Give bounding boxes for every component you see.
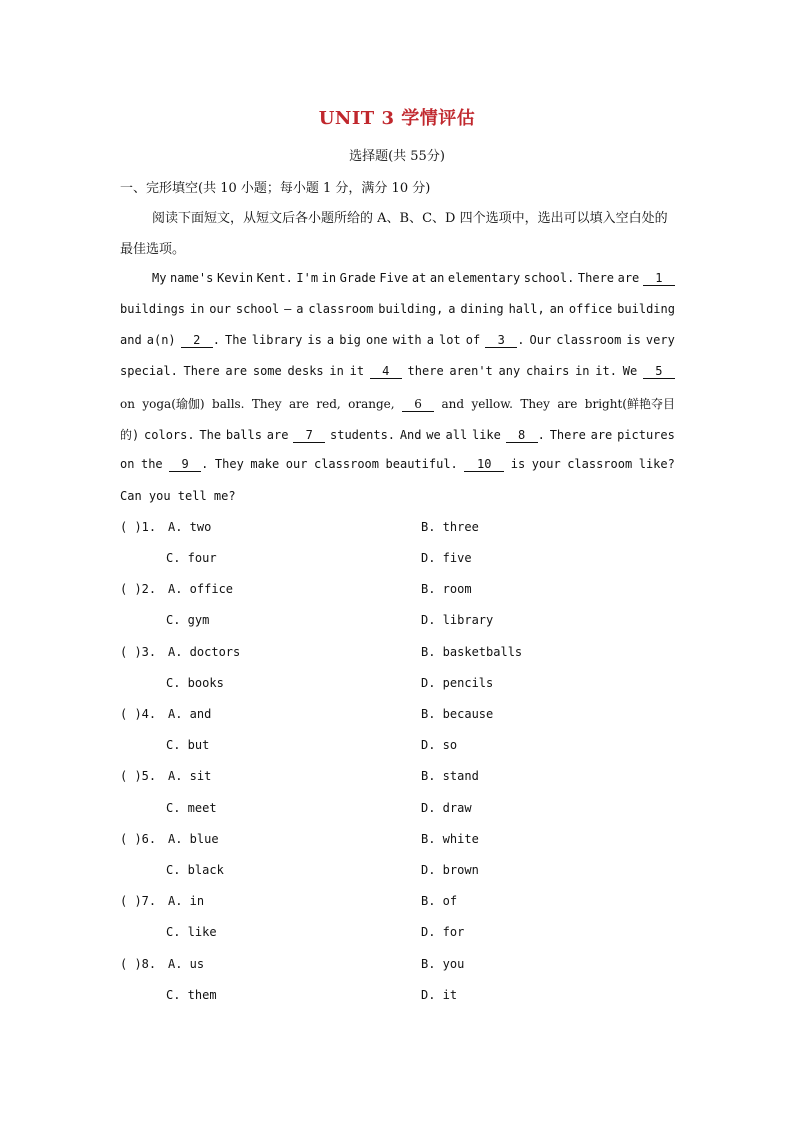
option-b[interactable]: B. white	[421, 832, 479, 846]
word: like	[471, 428, 501, 442]
option-c[interactable]: C. four	[166, 551, 217, 565]
blank-7[interactable]: 7	[293, 429, 325, 443]
option-d[interactable]: D. pencils	[421, 676, 494, 690]
option-a[interactable]: A. us	[168, 957, 205, 971]
option-c[interactable]: C. black	[166, 863, 224, 877]
word: it.	[595, 364, 617, 378]
word: yoga(瑜伽)	[142, 397, 205, 411]
word: are	[266, 428, 289, 442]
passage-line	[120, 426, 675, 446]
blank-6[interactable]: 6	[402, 398, 434, 412]
option-d[interactable]: D. brown	[421, 863, 479, 877]
blank-5[interactable]: 5	[643, 365, 675, 379]
word: colors.	[144, 428, 195, 442]
option-b[interactable]: B. basketballs	[421, 645, 523, 659]
word: There	[183, 364, 220, 378]
word: They	[214, 457, 244, 471]
word: your	[531, 457, 561, 471]
word: students.	[330, 428, 396, 442]
word: chairs	[525, 364, 570, 378]
word: lot	[438, 333, 461, 347]
blank-4[interactable]: 4	[370, 365, 402, 379]
option-d[interactable]: D. so	[421, 738, 458, 752]
word: there	[407, 364, 444, 378]
word: balls	[225, 428, 262, 442]
word: Five	[379, 271, 409, 285]
word: Kent.	[256, 271, 293, 285]
option-d[interactable]: D. it	[421, 988, 458, 1002]
answer-bracket[interactable]: ( )4.	[120, 707, 157, 721]
word: They	[520, 397, 550, 411]
word: special.	[120, 364, 178, 378]
page-title: UNIT 3 学情评估	[318, 108, 476, 129]
passage-line	[152, 271, 675, 291]
word: in	[575, 364, 590, 378]
answer-bracket[interactable]: ( )8.	[120, 957, 157, 971]
word: in	[189, 302, 205, 316]
word: are	[557, 397, 578, 411]
word: They	[251, 397, 282, 411]
answer-bracket[interactable]: ( )6.	[120, 832, 157, 846]
option-d[interactable]: D. five	[421, 551, 472, 565]
option-a[interactable]: A. doctors	[168, 645, 241, 659]
blank-8[interactable]: 8	[506, 429, 538, 443]
word: Grade	[339, 271, 376, 285]
option-c[interactable]: C. like	[166, 925, 217, 939]
word: our	[209, 302, 231, 316]
word: the	[140, 457, 163, 471]
word: is	[307, 333, 322, 347]
word: Can you tell me?	[120, 489, 236, 503]
option-b[interactable]: B. you	[421, 957, 465, 971]
word: bright(鲜艳夺目	[584, 397, 675, 411]
word: is	[626, 333, 641, 347]
word: building	[617, 302, 675, 316]
option-a[interactable]: A. and	[168, 707, 212, 721]
section-heading: 一、完形填空(共 10 小题；每小题 1 分，满分 10 分)	[120, 181, 431, 196]
word: We	[622, 364, 638, 378]
option-d[interactable]: D. for	[421, 925, 465, 939]
blank-2[interactable]: 2	[181, 334, 213, 348]
option-b[interactable]: B. room	[421, 582, 472, 596]
word: yellow.	[471, 397, 513, 411]
option-c[interactable]: C. but	[166, 738, 210, 752]
word: a	[426, 333, 434, 347]
word: are	[617, 271, 640, 285]
word: .	[537, 428, 545, 442]
option-a[interactable]: A. sit	[168, 769, 212, 783]
word: an	[549, 302, 565, 316]
option-a[interactable]: A. blue	[168, 832, 219, 846]
word: aren't	[449, 364, 493, 378]
blank-10[interactable]: 10	[464, 458, 504, 472]
word: The	[199, 428, 222, 442]
word: My	[152, 271, 167, 285]
option-b[interactable]: B. because	[421, 707, 494, 721]
word: Our	[529, 333, 552, 347]
option-a[interactable]: A. two	[168, 520, 212, 534]
word: are	[225, 364, 248, 378]
word: beautiful.	[385, 457, 458, 471]
word: classroom	[308, 302, 374, 316]
word: .	[212, 333, 220, 347]
word: like?	[638, 457, 675, 471]
passage-line	[120, 489, 675, 509]
passage-line	[120, 457, 675, 477]
word: —	[284, 302, 292, 316]
word: library	[251, 333, 303, 347]
word: classroom	[567, 457, 633, 471]
word: a	[326, 333, 335, 347]
answer-bracket[interactable]: ( )1.	[120, 520, 157, 534]
word: elementary	[447, 271, 521, 285]
word: and	[120, 333, 142, 347]
word: are	[288, 397, 309, 411]
option-b[interactable]: B. of	[421, 894, 458, 908]
answer-bracket[interactable]: ( )3.	[120, 645, 157, 659]
page-subtitle: 选择题(共 55分)	[349, 149, 445, 164]
word: on	[120, 457, 135, 471]
blank-3[interactable]: 3	[485, 334, 517, 348]
option-a[interactable]: A. in	[168, 894, 205, 908]
word: in	[329, 364, 344, 378]
passage-line	[120, 302, 675, 322]
word: a	[448, 302, 456, 316]
blank-9[interactable]: 9	[169, 458, 201, 472]
passage-line	[120, 364, 675, 384]
option-c[interactable]: C. books	[166, 676, 224, 690]
answer-bracket[interactable]: ( )2.	[120, 582, 157, 596]
word: make	[250, 457, 280, 471]
option-c[interactable]: C. meet	[166, 801, 217, 815]
word: at	[411, 271, 427, 285]
word: classroom	[556, 333, 622, 347]
word: we	[426, 428, 441, 442]
word: some	[252, 364, 282, 378]
word: office	[568, 302, 613, 316]
word: a(n)	[146, 333, 176, 347]
word: is	[510, 457, 526, 471]
word: desks	[287, 364, 324, 378]
word: buildings	[120, 302, 186, 316]
passage-line	[120, 395, 675, 415]
word: And	[399, 428, 422, 442]
word: in	[321, 271, 337, 285]
option-d[interactable]: D. draw	[421, 801, 472, 815]
passage-line	[120, 333, 675, 353]
option-b[interactable]: B. stand	[421, 769, 479, 783]
word: are	[590, 428, 613, 442]
answer-bracket[interactable]: ( )5.	[120, 769, 157, 783]
answer-bracket[interactable]: ( )7.	[120, 894, 157, 908]
blank-1[interactable]: 1	[643, 272, 675, 286]
word: with	[392, 333, 422, 347]
option-b[interactable]: B. three	[421, 520, 479, 534]
option-c[interactable]: C. gym	[166, 613, 210, 627]
word: Kevin	[216, 271, 254, 285]
word: and	[441, 397, 465, 411]
instructions: 阅读下面短文，从短文后各小题所给的 A、B、C、D 四个选项中，选出可以填入空白处的最佳选项。	[120, 211, 668, 257]
word: classroom	[313, 457, 379, 471]
option-a[interactable]: A. office	[168, 582, 234, 596]
word: I'm	[296, 271, 319, 285]
word: There	[549, 428, 586, 442]
word: name's	[170, 271, 214, 285]
word: any	[498, 364, 521, 378]
word: all	[445, 428, 468, 442]
word: school.	[523, 271, 575, 285]
word: it	[349, 364, 365, 378]
word: on	[120, 397, 135, 411]
word: dining	[460, 302, 504, 316]
word: building,	[378, 302, 444, 316]
word: 的)	[120, 428, 140, 442]
option-d[interactable]: D. library	[421, 613, 494, 627]
word: There	[577, 271, 615, 285]
word: .	[201, 457, 209, 471]
word: of	[465, 333, 481, 347]
option-c[interactable]: C. them	[166, 988, 217, 1002]
word: a	[296, 302, 304, 316]
word: .	[517, 333, 525, 347]
word: school	[235, 302, 280, 316]
word: hall,	[508, 302, 545, 316]
word: our	[285, 457, 308, 471]
word: one	[365, 333, 388, 347]
word: an	[429, 271, 445, 285]
word: balls.	[212, 397, 245, 411]
word: red,	[316, 397, 341, 411]
word: big	[339, 333, 361, 347]
word: The	[225, 333, 247, 347]
word: pictures	[617, 428, 675, 442]
word: very	[645, 333, 675, 347]
word: orange,	[348, 397, 395, 411]
